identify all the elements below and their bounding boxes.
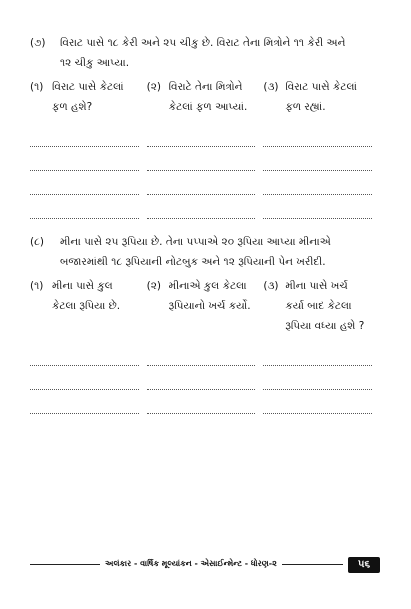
answer-line[interactable] bbox=[263, 169, 372, 171]
question-3 bbox=[263, 276, 380, 336]
problem-statement bbox=[30, 232, 380, 272]
answer-line[interactable] bbox=[147, 193, 256, 195]
answer-line[interactable] bbox=[30, 388, 139, 390]
question-text: રૂપિયાનો ખર્ચ કર્યો. bbox=[168, 300, 251, 312]
answer-line[interactable] bbox=[263, 388, 372, 390]
question-text: વિરાટ પાસે કેટલાં bbox=[285, 81, 357, 93]
answer-line[interactable] bbox=[263, 364, 372, 366]
answer-line[interactable] bbox=[147, 169, 256, 171]
problem-statement bbox=[30, 33, 380, 73]
question-1 bbox=[30, 276, 147, 336]
page-footer bbox=[30, 557, 380, 573]
question-2 bbox=[147, 276, 264, 336]
answer-line[interactable] bbox=[263, 412, 372, 414]
answer-line[interactable] bbox=[147, 145, 256, 147]
footer-text: અલંકાર - વાર્ષિક મૂલ્યાંકન - એસાઈન્મેન્ટ - ધોરણ-૨ bbox=[100, 558, 282, 570]
question-number: (૨) bbox=[146, 81, 162, 93]
question-text: મીનાએ કુલ કેટલા bbox=[168, 280, 247, 292]
question-1 bbox=[30, 77, 147, 117]
answer-line[interactable] bbox=[30, 217, 139, 219]
answer-line[interactable] bbox=[147, 412, 256, 414]
answer-line[interactable] bbox=[30, 364, 139, 366]
page-number: ૫૬ bbox=[348, 557, 380, 573]
question-number: (૨) bbox=[146, 280, 162, 292]
question-text: કેટલા રૂપિયા છે. bbox=[52, 300, 121, 312]
answer-line[interactable] bbox=[263, 193, 372, 195]
question-text: કર્યા બાદ કેટલા bbox=[285, 300, 352, 312]
answer-line[interactable] bbox=[30, 145, 139, 147]
answer-line[interactable] bbox=[147, 388, 256, 390]
question-row bbox=[30, 77, 380, 117]
problem-8 bbox=[30, 232, 380, 414]
answer-line[interactable] bbox=[147, 217, 256, 219]
question-number: (૩) bbox=[263, 81, 279, 93]
question-2 bbox=[147, 77, 264, 117]
statement-line: મીના પાસે ૨૫ રૂપિયા છે. તેના પપ્પાએ ૨૦ રૂપિયા આપ્યા મીનાએ bbox=[60, 236, 331, 248]
problem-number: (૭) bbox=[30, 37, 46, 49]
question-row bbox=[30, 276, 380, 336]
question-3 bbox=[263, 77, 380, 117]
answer-line[interactable] bbox=[30, 412, 139, 414]
statement-line: વિરાટ પાસે ૧૮ કેરી અને ૨૫ ચીકુ છે. વિરાટ તેના મિત્રોને ૧૧ કેરી અને bbox=[60, 37, 346, 49]
question-text: વિરાટ પાસે કેટલાં bbox=[52, 81, 124, 93]
question-text: ફળ હશે? bbox=[52, 101, 93, 113]
question-text: કેટલાં ફળ આપ્યાં. bbox=[168, 101, 248, 113]
answer-line[interactable] bbox=[30, 169, 139, 171]
problem-number: (૮) bbox=[30, 236, 44, 248]
question-text: વિરાટે તેના મિત્રોને bbox=[168, 81, 243, 93]
answer-lines bbox=[30, 342, 380, 414]
question-number: (૧) bbox=[30, 81, 44, 93]
problem-7 bbox=[30, 33, 380, 219]
question-text: મીના પાસે કુલ bbox=[52, 280, 113, 292]
answer-line[interactable] bbox=[147, 364, 256, 366]
question-number: (૧) bbox=[30, 280, 44, 292]
question-text: મીના પાસે ખર્ચ bbox=[285, 280, 348, 292]
answer-line[interactable] bbox=[263, 217, 372, 219]
question-number: (૩) bbox=[263, 280, 279, 292]
question-text: ફળ રહ્યાં. bbox=[285, 101, 326, 113]
answer-line[interactable] bbox=[30, 193, 139, 195]
statement-line: બજારમાંથી ૧૮ રૂપિયાની નોટબુક અને ૧૨ રૂપિયાની પેન ખરીદી. bbox=[60, 256, 326, 268]
statement-line: ૧૨ ચીકુ આપ્યા. bbox=[60, 57, 130, 69]
answer-lines bbox=[30, 123, 380, 219]
answer-line[interactable] bbox=[263, 145, 372, 147]
question-text: રૂપિયા વધ્યા હશે ? bbox=[285, 320, 365, 332]
